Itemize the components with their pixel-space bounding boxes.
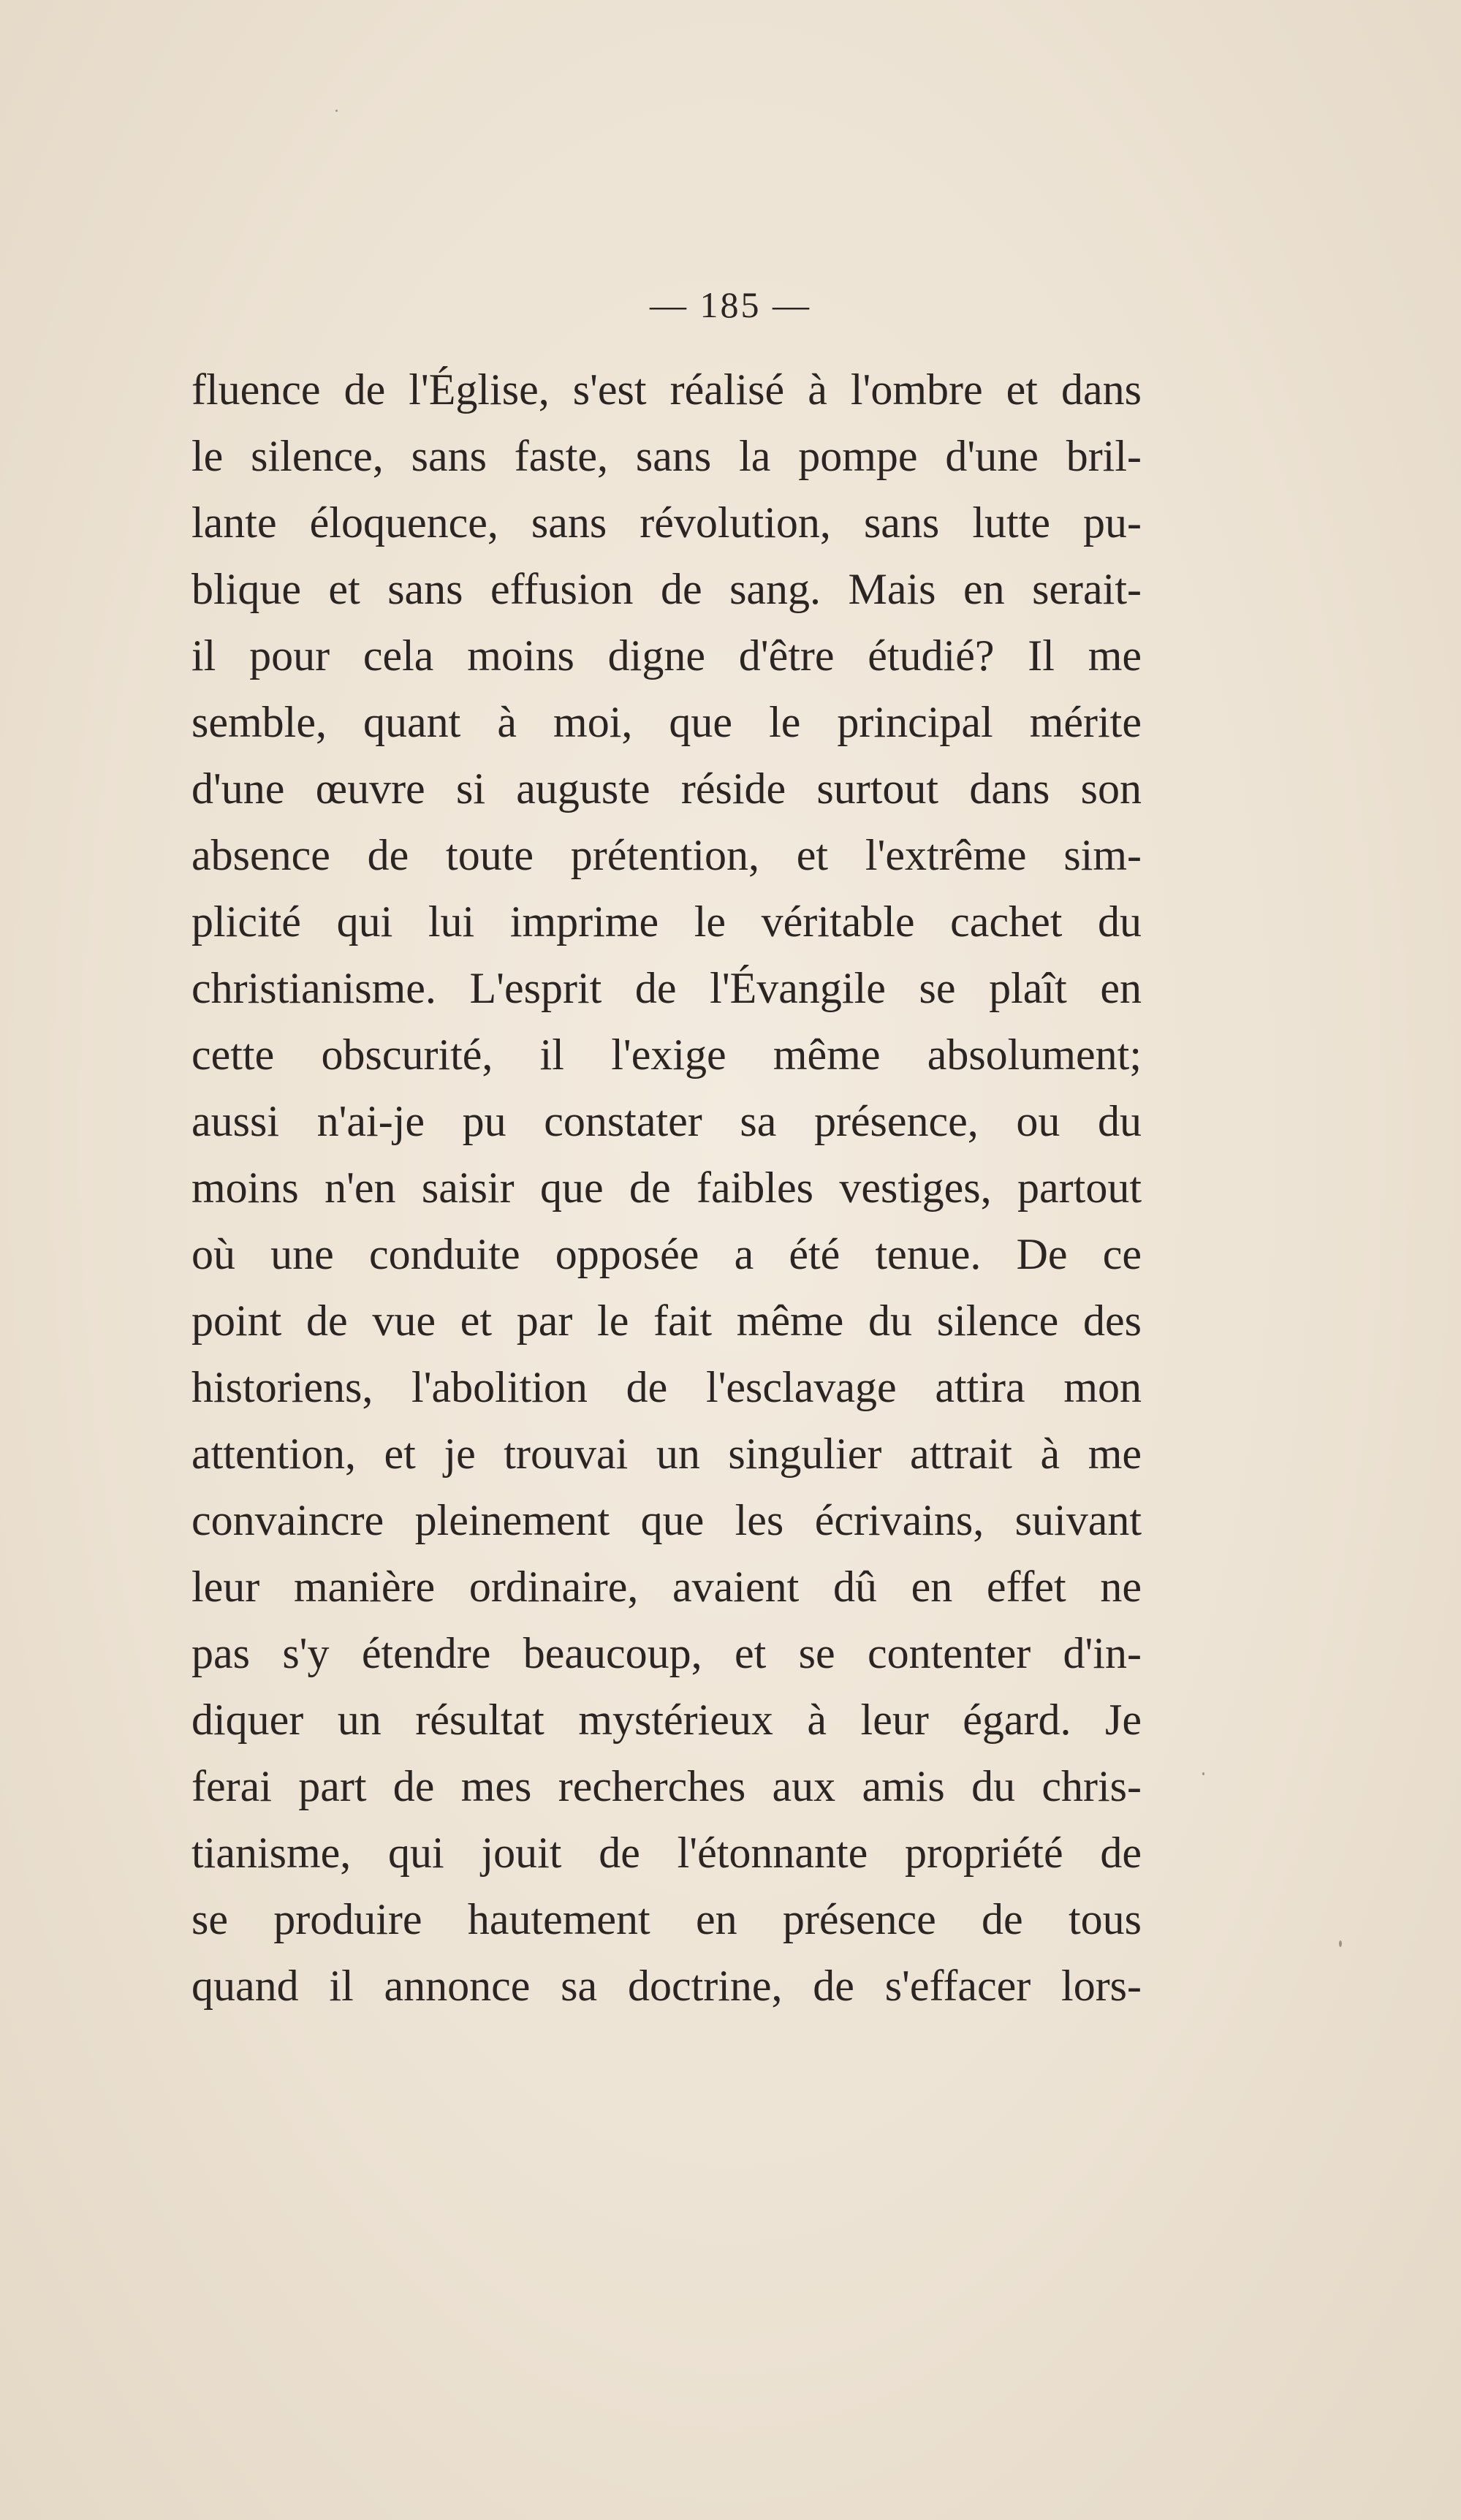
- paper-speck: [335, 110, 338, 112]
- text-line: fluence de l'Église, s'est réalisé à l'ombre et dans: [191, 365, 1142, 414]
- page-number: — 185 —: [650, 284, 811, 325]
- text-line: ferai part de mes recherches aux amis du chris-: [191, 1762, 1142, 1810]
- body-text: [191, 357, 1142, 2019]
- text-line: leur manière ordinaire, avaient dû en effet ne: [191, 1563, 1142, 1611]
- text-line: plicité qui lui imprime le véritable cachet du: [191, 897, 1142, 946]
- text-line: attention, et je trouvai un singulier attrait à me: [191, 1430, 1142, 1478]
- text-line: le silence, sans faste, sans la pompe d'une bril-: [191, 432, 1142, 480]
- text-line: quand il annonce sa doctrine, de s'effacer lors-: [191, 1962, 1142, 2010]
- text-line: semble, quant à moi, que le principal mérite: [191, 698, 1142, 746]
- text-line: diquer un résultat mystérieux à leur égard. Je: [191, 1696, 1142, 1744]
- text-line: aussi n'ai-je pu constater sa présence, ou du: [191, 1097, 1142, 1145]
- text-line: d'une œuvre si auguste réside surtout dans son: [191, 764, 1142, 813]
- paper-speck: [1339, 1940, 1342, 1947]
- text-line: lante éloquence, sans révolution, sans lutte pu-: [191, 498, 1142, 547]
- text-line: convaincre pleinement que les écrivains, suivant: [191, 1496, 1142, 1544]
- text-line: se produire hautement en présence de tous: [191, 1895, 1142, 1943]
- text-line: blique et sans effusion de sang. Mais en serait-: [191, 565, 1142, 613]
- text-line: historiens, l'abolition de l'esclavage attira mon: [191, 1363, 1142, 1411]
- text-line: point de vue et par le fait même du silence des: [191, 1297, 1142, 1345]
- text-line: tianisme, qui jouit de l'étonnante propriété de: [191, 1829, 1142, 1877]
- text-line: moins n'en saisir que de faibles vestiges, partout: [191, 1164, 1142, 1212]
- text-line: il pour cela moins digne d'être étudié? Il me: [191, 631, 1142, 680]
- text-line: pas s'y étendre beaucoup, et se contenter d'in-: [191, 1629, 1142, 1677]
- text-line: christianisme. L'esprit de l'Évangile se plaît en: [191, 964, 1142, 1012]
- text-line: absence de toute prétention, et l'extrême sim-: [191, 831, 1142, 879]
- text-line: où une conduite opposée a été tenue. De ce: [191, 1230, 1142, 1278]
- text-line: cette obscurité, il l'exige même absolument;: [191, 1031, 1142, 1079]
- paper-speck: [1202, 1772, 1204, 1775]
